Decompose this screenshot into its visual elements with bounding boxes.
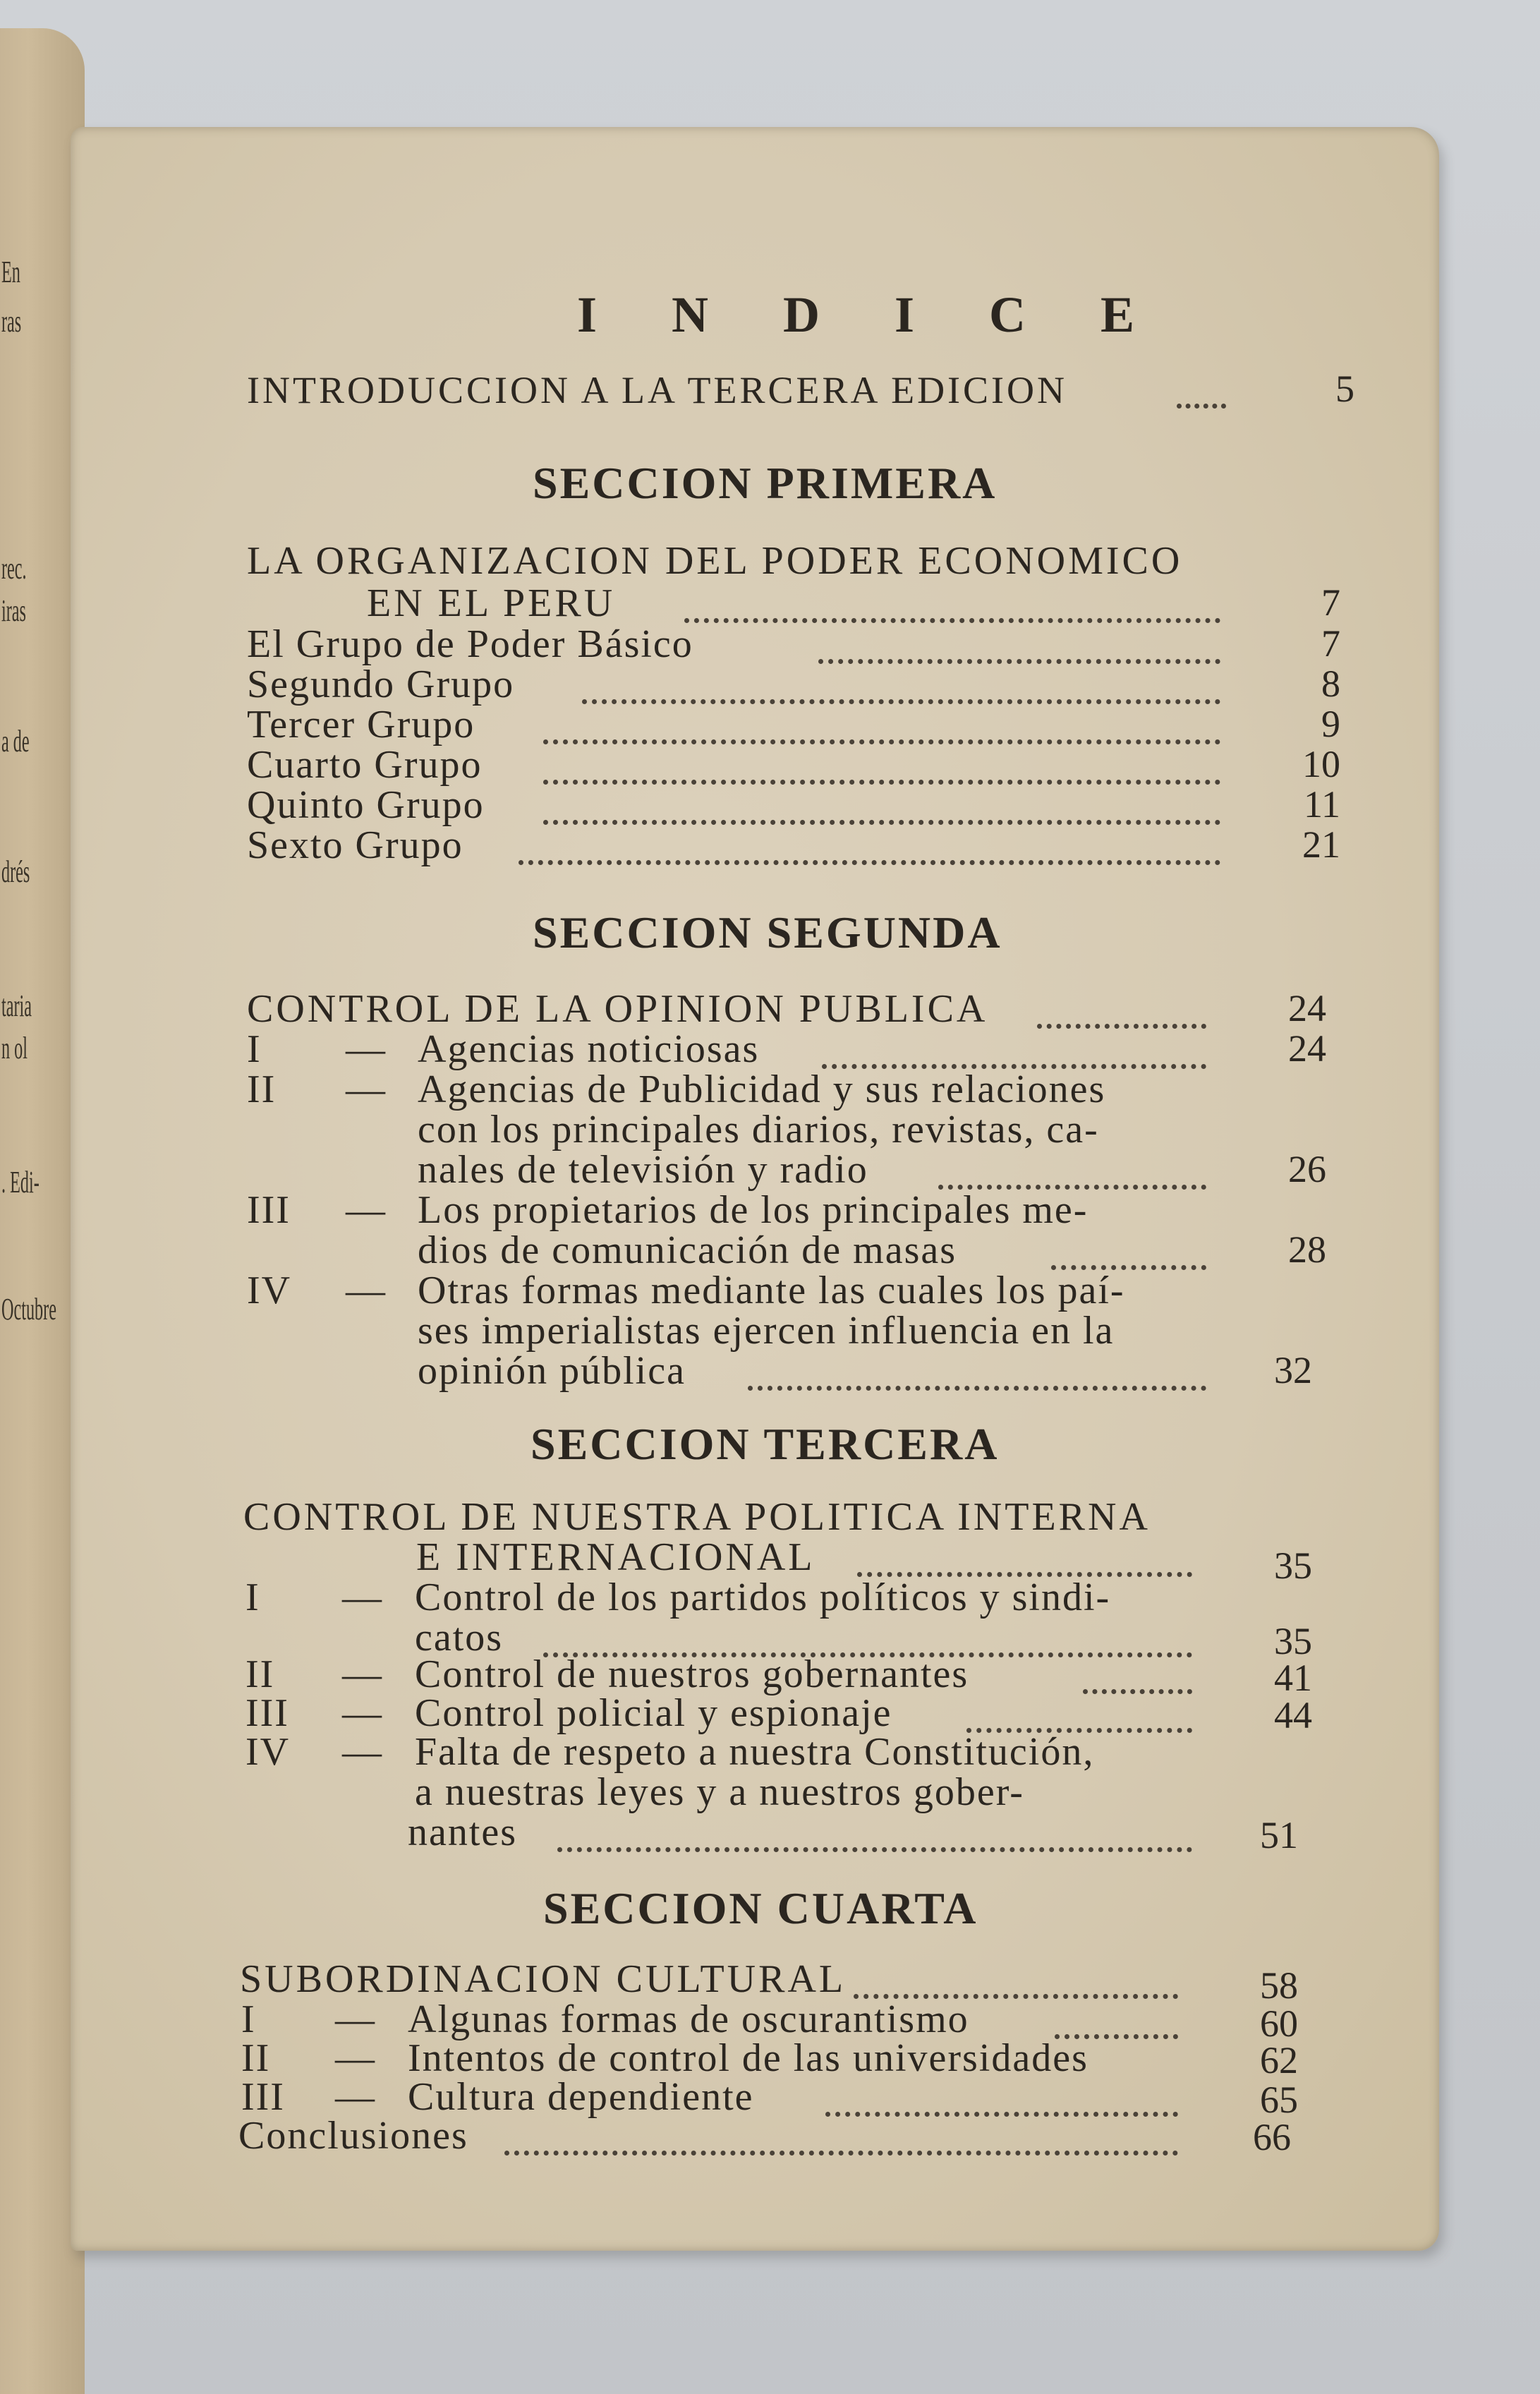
- section-heading: SECCION CUARTA: [543, 1883, 978, 1933]
- toc-dash: —: [346, 1269, 387, 1312]
- toc-dash: —: [342, 1576, 383, 1619]
- toc-entry-line: nales de televisión y radio: [418, 1148, 868, 1192]
- toc-entry-intro: INTRODUCCION A LA TERCERA EDICION: [247, 369, 1068, 411]
- page-number: 58: [1260, 1964, 1298, 2007]
- toc-dash: —: [342, 1652, 383, 1696]
- toc-entry-line: Agencias de Publicidad y sus relaciones: [418, 1068, 1106, 1111]
- toc-entry-line: dios de comunicación de masas: [418, 1228, 957, 1272]
- page-number: 60: [1260, 2002, 1298, 2045]
- toc-entry-line: Control de nuestros gobernantes: [415, 1652, 969, 1696]
- page-number: 51: [1260, 1814, 1298, 1856]
- page-number: 35: [1274, 1544, 1312, 1587]
- page-number: 26: [1288, 1148, 1326, 1190]
- toc-entry-line: Cuarto Grupo: [247, 743, 483, 787]
- section-heading: SECCION PRIMERA: [533, 458, 998, 508]
- toc-item-number: I: [241, 1997, 256, 2041]
- toc-entry-line: catos: [415, 1616, 504, 1660]
- toc-dash: —: [346, 1068, 387, 1111]
- page-number: 7: [1321, 622, 1340, 665]
- left-page-fragment: a de: [1, 724, 30, 758]
- toc-entry-line: Otras formas mediante las cuales los paí-: [418, 1269, 1125, 1312]
- toc-entry-line: Falta de respeto a nuestra Constitución,: [415, 1730, 1095, 1774]
- toc-entry-line: Agencias noticiosas: [418, 1027, 760, 1071]
- leader-dots: [543, 773, 1220, 785]
- page-number: 5: [1335, 368, 1354, 410]
- page-number: 28: [1288, 1228, 1326, 1271]
- toc-entry-line: El Grupo de Poder Básico: [247, 622, 693, 666]
- page-number: 35: [1274, 1620, 1312, 1662]
- page-number: 9: [1321, 703, 1340, 745]
- left-page-fragment: n ol: [1, 1031, 28, 1065]
- leader-dots: [582, 692, 1220, 704]
- toc-entry-line: SUBORDINACION CULTURAL: [240, 1957, 847, 2001]
- leader-dots: [504, 2144, 1178, 2156]
- toc-entry-line: E INTERNACIONAL: [416, 1535, 816, 1579]
- leader-dots: [1177, 397, 1226, 409]
- toc-entry-line: Control policial y espionaje: [415, 1691, 892, 1735]
- page-number: 32: [1274, 1349, 1312, 1391]
- toc-entry-line: Control de los partidos políticos y sindi-: [415, 1576, 1111, 1619]
- toc-dash: —: [342, 1730, 383, 1774]
- left-page-fragment: ras: [1, 304, 22, 339]
- toc-entry-line: Algunas formas de oscurantismo: [408, 1997, 969, 2041]
- toc-entry-line: nantes: [408, 1810, 518, 1854]
- toc-entry-line: Cultura dependiente: [408, 2075, 754, 2119]
- left-page-fragment: Octubre: [1, 1292, 56, 1326]
- toc-dash: —: [346, 1188, 387, 1232]
- toc-entry-line: CONTROL DE LA OPINION PUBLICA: [247, 987, 988, 1031]
- toc-entry-line: Quinto Grupo: [247, 783, 485, 827]
- left-page-fragment: drés: [1, 854, 30, 889]
- page-number: 41: [1274, 1657, 1312, 1699]
- toc-entry-line: con los principales diarios, revistas, ca-: [418, 1108, 1099, 1151]
- toc-dash: —: [335, 2075, 376, 2119]
- page-number: 44: [1274, 1694, 1312, 1736]
- toc-item-number: IV: [247, 1269, 292, 1312]
- toc-entry-line: CONTROL DE NUESTRA POLITICA INTERNA: [243, 1495, 1151, 1539]
- toc-dash: —: [335, 2036, 376, 2080]
- toc-dash: —: [335, 1997, 376, 2041]
- toc-entry-line: EN EL PERU: [367, 581, 616, 625]
- toc-item-number: I: [245, 1576, 260, 1619]
- toc-entry-line: ses imperialistas ejercen influencia en la: [418, 1309, 1115, 1353]
- toc-entry-line: Conclusiones: [238, 2114, 468, 2158]
- leader-dots: [557, 1840, 1192, 1852]
- toc-item-number: I: [247, 1027, 262, 1071]
- leader-dots: [543, 813, 1220, 825]
- left-page-fragment: rec.: [1, 551, 27, 586]
- leader-dots: [1037, 1017, 1206, 1029]
- toc-item-number: III: [247, 1188, 291, 1232]
- toc-entry-line: Los propietarios de los principales me-: [418, 1188, 1089, 1232]
- leader-dots: [818, 652, 1220, 664]
- toc-item-number: III: [241, 2075, 285, 2119]
- page-number: 24: [1288, 1027, 1326, 1070]
- toc-item-number: III: [245, 1691, 289, 1735]
- left-page-fragment: iras: [1, 593, 26, 628]
- page-number: 7: [1321, 581, 1340, 624]
- toc-item-number: II: [245, 1652, 275, 1696]
- toc-entry-line: Intentos de control de las universidades: [408, 2036, 1089, 2080]
- page-number: 21: [1302, 823, 1340, 866]
- leader-dots: [543, 732, 1220, 744]
- leader-dots: [1083, 1682, 1192, 1694]
- left-page-fragment: taria: [1, 989, 32, 1023]
- left-page-fragment: . Edi-: [1, 1165, 40, 1199]
- page-number: 65: [1260, 2079, 1298, 2121]
- page-number: 24: [1288, 987, 1326, 1029]
- leader-dots: [519, 853, 1220, 865]
- toc-entry-line: Sexto Grupo: [247, 823, 463, 867]
- left-page-fragment: En: [1, 255, 20, 289]
- toc-dash: —: [342, 1691, 383, 1735]
- toc-item-number: II: [247, 1068, 277, 1111]
- leader-dots: [748, 1379, 1206, 1391]
- section-heading: SECCION SEGUNDA: [533, 907, 1002, 957]
- page-number: 11: [1304, 783, 1340, 826]
- page-number: 62: [1260, 2039, 1298, 2081]
- toc-dash: —: [346, 1027, 387, 1071]
- toc-item-number: II: [241, 2036, 271, 2080]
- toc-entry-line: Tercer Grupo: [247, 703, 475, 746]
- section-heading: SECCION TERCERA: [530, 1419, 1000, 1469]
- leader-dots: [684, 611, 1220, 623]
- leader-dots: [825, 2105, 1178, 2117]
- page-number: 10: [1302, 743, 1340, 785]
- page-number: 8: [1321, 663, 1340, 705]
- page-number: 66: [1253, 2116, 1291, 2158]
- toc-entry-line: opinión pública: [418, 1349, 686, 1393]
- toc-item-number: IV: [245, 1730, 291, 1774]
- toc-entry-line: Segundo Grupo: [247, 663, 515, 706]
- toc-entry-line: a nuestras leyes y a nuestros gober-: [415, 1770, 1024, 1814]
- page-title: I N D I C E: [577, 286, 1166, 343]
- toc-entry-line: LA ORGANIZACION DEL PODER ECONOMICO: [247, 539, 1183, 583]
